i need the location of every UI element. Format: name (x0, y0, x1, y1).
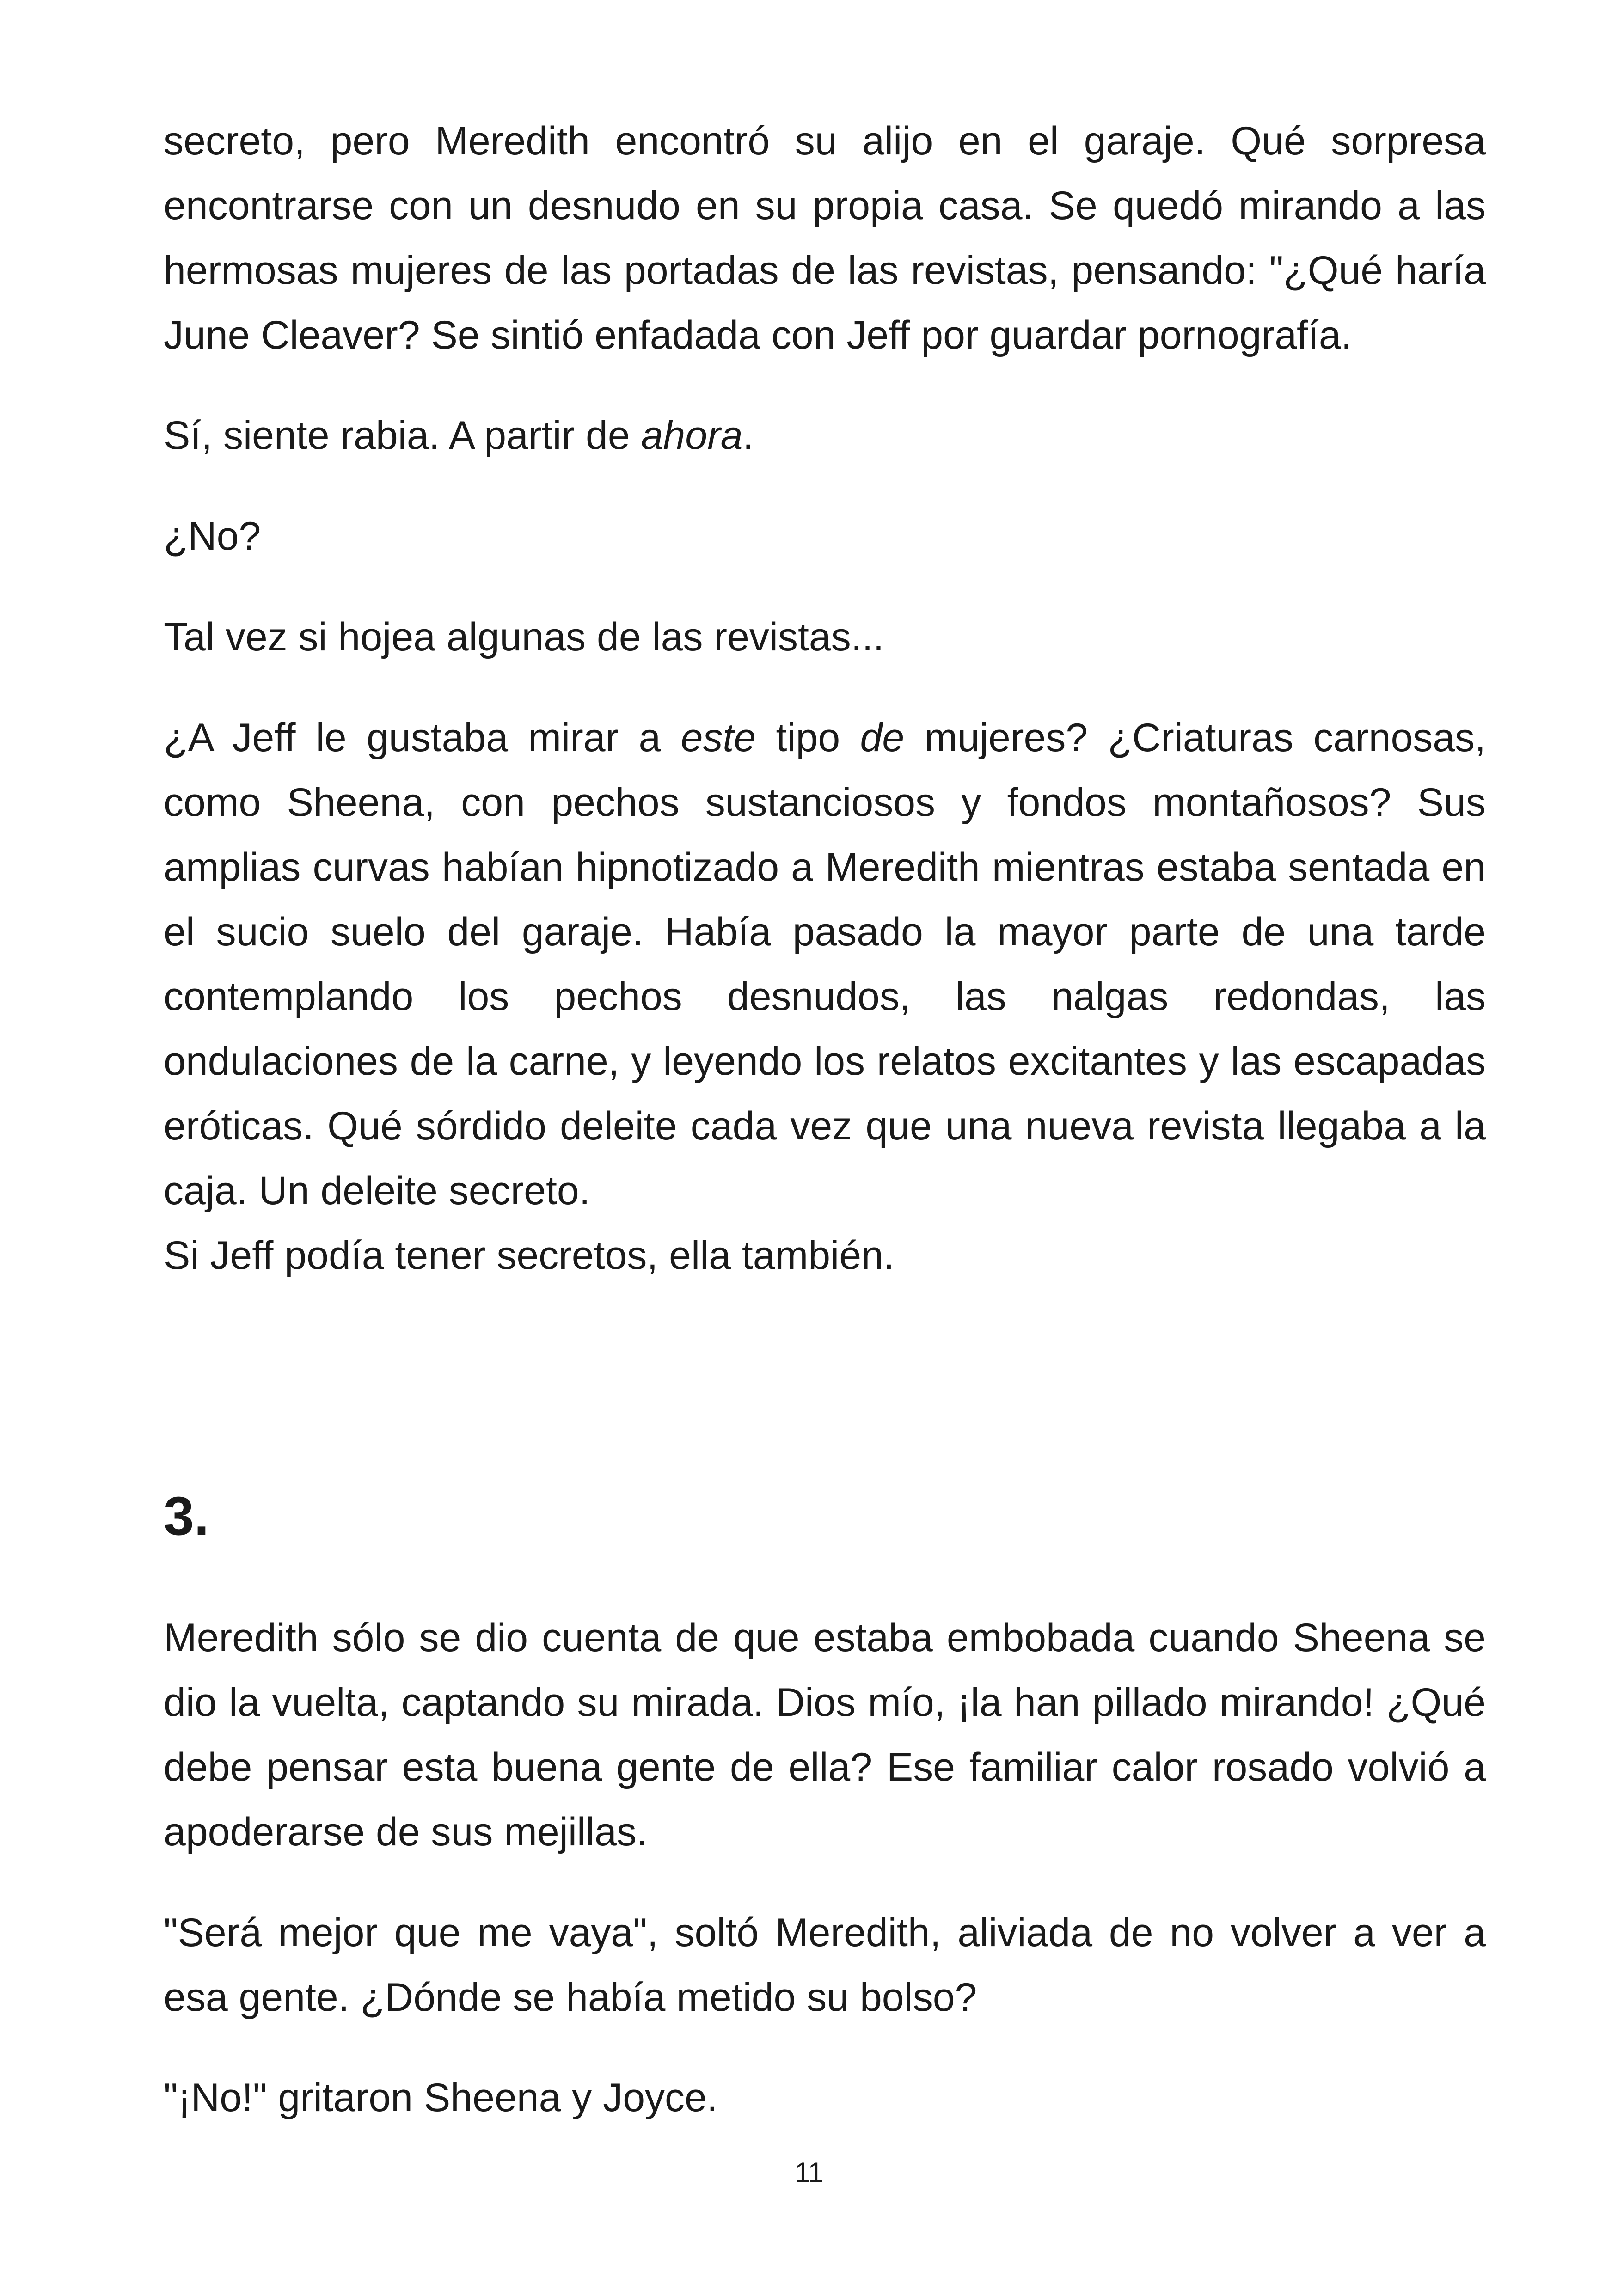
paragraph: ¿No? (164, 514, 261, 558)
paragraph-text: mujeres? ¿Criaturas carnosas, como Sheena, con pechos sustanciosos y fondos montañosos? Sus amplias curvas habían hipnotizado a Meredith mientras estaba sentada en el sucio suelo del garaje. Había pasado la mayor parte de una tarde contemplando los pechos desnudos, las nalgas redondas, las ondulaciones de la carne, y leyendo los relatos excitantes y las escapadas eróticas. Qué sórdido deleite cada vez que una nueva revista llegaba a la caja. Un deleite secreto. (164, 716, 1486, 1213)
paragraph: "¡No!" gritaron Sheena y Joyce. (164, 2076, 718, 2120)
paragraph-text: ¿A Jeff le gustaba mirar a (164, 716, 681, 760)
page-number: 11 (794, 2157, 824, 2188)
paragraph: secreto, pero Meredith encontró su alijo en el garaje. Qué sorpresa encontrarse con un desnudo en su propia casa. Se quedó mirando a las hermosas mujeres de las portadas de las revistas, pensando: "¿Qué haría June Cleaver? Se sintió enfadada con Jeff por guardar pornografía. (164, 119, 1486, 357)
italic-word: este (680, 716, 756, 760)
paragraph (164, 705, 1486, 1223)
chapter-heading: 3. (164, 1486, 209, 1547)
italic-word: ahora (641, 413, 743, 458)
paragraph: Si Jeff podía tener secretos, ella también. (164, 1233, 895, 1278)
paragraph-text: Sí, siente rabia. A partir de (164, 413, 641, 458)
paragraph-text: . (742, 413, 754, 458)
italic-word: de (860, 716, 905, 760)
paragraph: Tal vez si hojea algunas de las revistas... (164, 615, 884, 659)
paragraph: Meredith sólo se dio cuenta de que estaba embobada cuando Sheena se dio la vuelta, captando su mirada. Dios mío, ¡la han pillado mirando! ¿Qué debe pensar esta buena gente de ella? Ese familiar calor rosado volvió a apoderarse de sus mejillas. (164, 1616, 1486, 1854)
paragraph: "Será mejor que me vaya", soltó Meredith, aliviada de no volver a ver a esa gente. ¿Dónde se había metido su bolso? (164, 1910, 1486, 2020)
paragraph (164, 403, 1486, 468)
paragraph-text: tipo (756, 716, 860, 760)
